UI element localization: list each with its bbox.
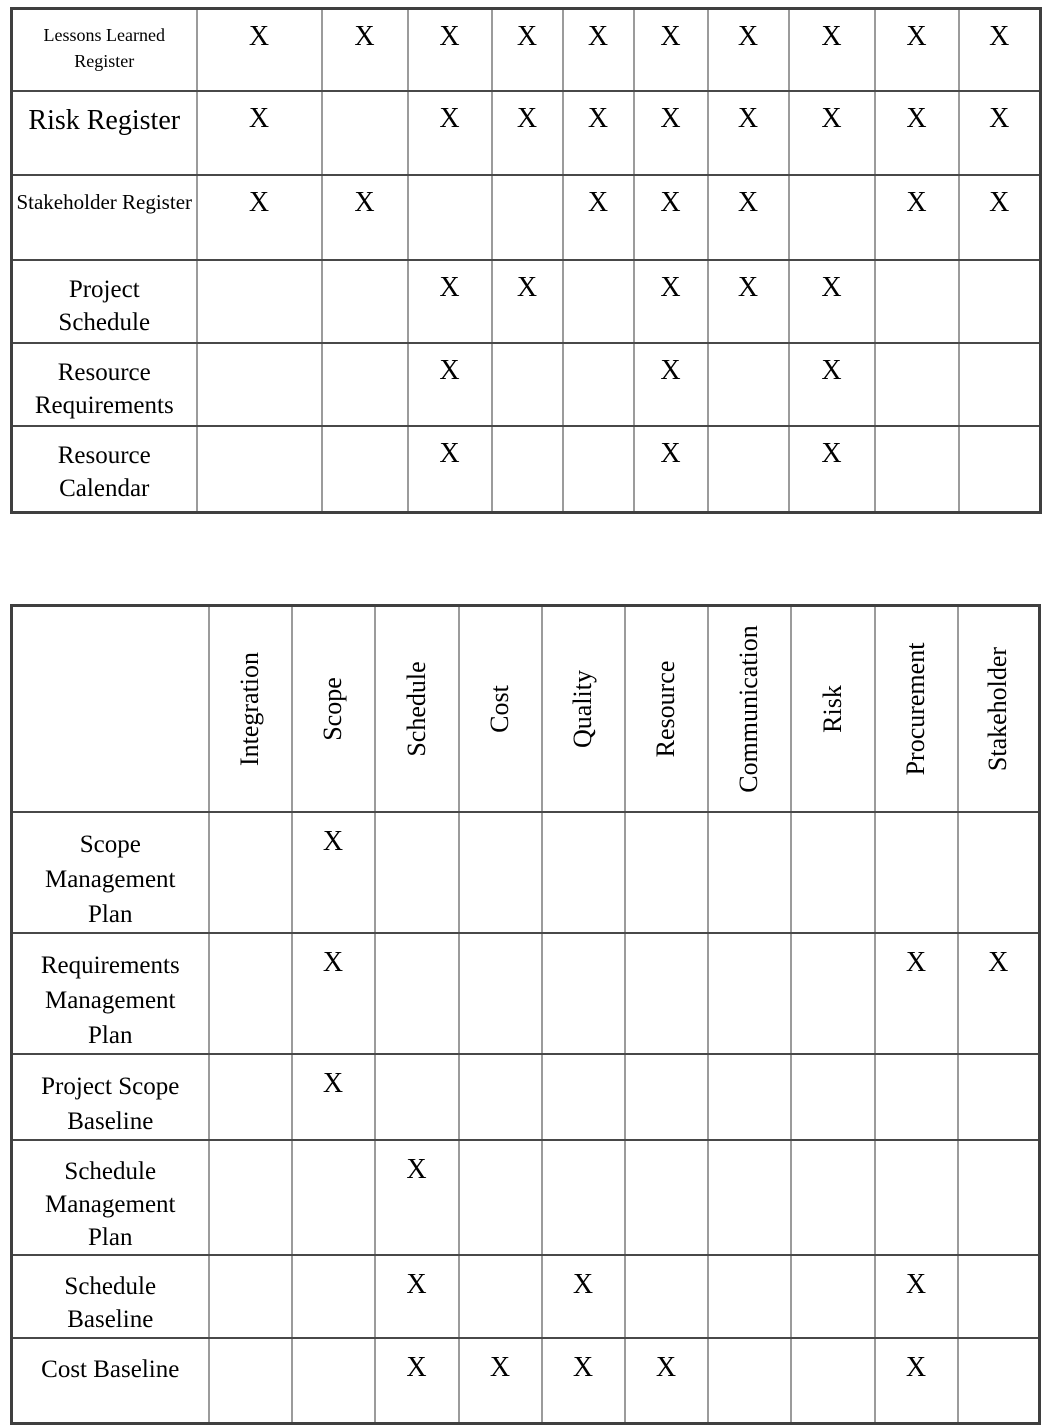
table-row — [12, 1054, 1040, 1140]
table-row — [12, 1338, 1040, 1424]
matrix-cell-marked: X — [875, 1338, 958, 1424]
matrix-cell-empty — [542, 1054, 625, 1140]
row-label: Schedule Baseline — [12, 1255, 209, 1338]
table-row — [12, 175, 1041, 260]
matrix-cell-empty — [875, 260, 959, 343]
row-label: Project Schedule — [12, 260, 197, 343]
matrix-cell-empty — [375, 812, 459, 933]
column-header: Risk — [817, 684, 847, 733]
matrix-cell-marked: X — [322, 9, 408, 91]
matrix-cell-empty — [625, 1140, 708, 1255]
matrix-cell-empty — [791, 1338, 875, 1424]
matrix-cell-empty — [791, 1140, 875, 1255]
matrix-cell-empty — [459, 933, 542, 1054]
matrix-cell-marked: X — [408, 260, 492, 343]
matrix-cell-marked: X — [459, 1338, 542, 1424]
matrix-cell-empty — [375, 1054, 459, 1140]
column-header: Stakeholder — [983, 646, 1013, 771]
matrix-cell-empty — [209, 812, 292, 933]
matrix-cell-marked: X — [563, 9, 634, 91]
column-header-cell — [791, 606, 875, 812]
matrix-cell-marked: X — [789, 260, 875, 343]
matrix-cell-empty — [625, 1255, 708, 1338]
column-header-cell — [875, 606, 958, 812]
matrix-cell-empty — [708, 812, 791, 933]
matrix-cell-empty — [408, 175, 492, 260]
matrix-cell-marked: X — [292, 933, 375, 1054]
matrix-cell-empty — [958, 1140, 1040, 1255]
row-label: Project Scope Baseline — [12, 1054, 209, 1140]
row-label: Schedule Management Plan — [12, 1140, 209, 1255]
row-label: Resource Calendar — [12, 426, 197, 513]
row-label: Resource Requirements — [12, 343, 197, 426]
matrix-cell-marked: X — [542, 1255, 625, 1338]
column-header: Procurement — [901, 642, 930, 776]
matrix-cell-empty — [322, 426, 408, 513]
matrix-cell-empty — [708, 1054, 791, 1140]
matrix-cell-empty — [875, 1054, 958, 1140]
matrix-cell-empty — [708, 933, 791, 1054]
plans-baselines-knowledge-area-matrix — [10, 604, 1041, 1425]
matrix-cell-empty — [459, 1255, 542, 1338]
table-row — [12, 343, 1041, 426]
matrix-cell-marked: X — [634, 343, 708, 426]
column-header-cell — [542, 606, 625, 812]
matrix-cell-empty — [375, 933, 459, 1054]
matrix-cell-empty — [791, 1255, 875, 1338]
matrix-cell-empty — [563, 426, 634, 513]
matrix-cell-empty — [322, 343, 408, 426]
matrix-cell-empty — [563, 343, 634, 426]
matrix-cell-empty — [791, 1054, 875, 1140]
matrix-cell-empty — [875, 812, 958, 933]
matrix-cell-marked: X — [408, 9, 492, 91]
matrix-cell-marked: X — [875, 1255, 958, 1338]
matrix-cell-marked: X — [789, 343, 875, 426]
matrix-cell-empty — [209, 1054, 292, 1140]
matrix-cell-marked: X — [563, 175, 634, 260]
matrix-cell-empty — [959, 426, 1041, 513]
matrix-cell-empty — [625, 812, 708, 933]
matrix-cell-empty — [542, 812, 625, 933]
matrix-cell-empty — [492, 426, 563, 513]
column-header: Cost — [485, 684, 514, 733]
matrix-cell-marked: X — [492, 9, 563, 91]
matrix-cell-empty — [197, 426, 322, 513]
table-row — [12, 1140, 1040, 1255]
matrix-cell-empty — [789, 175, 875, 260]
matrix-cell-empty — [791, 933, 875, 1054]
matrix-cell-marked: X — [625, 1338, 708, 1424]
matrix-cell-marked: X — [708, 91, 789, 175]
matrix-cell-empty — [292, 1338, 375, 1424]
matrix-cell-empty — [875, 426, 959, 513]
matrix-cell-empty — [459, 1054, 542, 1140]
matrix-cell-empty — [959, 260, 1041, 343]
matrix-cell-marked: X — [492, 260, 563, 343]
matrix-cell-empty — [958, 1338, 1040, 1424]
matrix-cell-empty — [542, 933, 625, 1054]
matrix-cell-marked: X — [875, 175, 959, 260]
matrix-cell-empty — [322, 260, 408, 343]
table-row — [12, 812, 1040, 933]
column-header-cell — [625, 606, 708, 812]
matrix-cell-marked: X — [634, 9, 708, 91]
column-header-cell — [708, 606, 791, 812]
matrix-cell-empty — [708, 1338, 791, 1424]
matrix-cell-empty — [708, 1140, 791, 1255]
row-label: Scope Management Plan — [12, 812, 209, 933]
matrix-cell-marked: X — [789, 426, 875, 513]
matrix-cell-marked: X — [789, 9, 875, 91]
column-header-cell — [375, 606, 459, 812]
matrix-cell-marked: X — [708, 260, 789, 343]
matrix-cell-empty — [292, 1140, 375, 1255]
matrix-cell-marked: X — [634, 426, 708, 513]
matrix-cell-marked: X — [197, 91, 322, 175]
matrix-cell-empty — [708, 343, 789, 426]
matrix-cell-marked: X — [322, 175, 408, 260]
matrix-cell-empty — [959, 343, 1041, 426]
matrix-cell-empty — [492, 343, 563, 426]
row-label: Risk Register — [12, 91, 197, 175]
column-header: Schedule — [401, 661, 431, 757]
column-header-cell — [459, 606, 542, 812]
matrix-cell-empty — [875, 343, 959, 426]
header-row — [12, 606, 1040, 812]
matrix-cell-marked: X — [542, 1338, 625, 1424]
table-row — [12, 9, 1041, 91]
matrix-cell-empty — [292, 1255, 375, 1338]
matrix-cell-marked: X — [492, 91, 563, 175]
matrix-cell-marked: X — [634, 260, 708, 343]
matrix-cell-empty — [459, 812, 542, 933]
matrix-cell-empty — [625, 1054, 708, 1140]
matrix-cell-marked: X — [959, 91, 1041, 175]
column-header-cell — [958, 606, 1040, 812]
column-header: Scope — [318, 676, 347, 741]
matrix-cell-marked: X — [292, 812, 375, 933]
table-row — [12, 1255, 1040, 1338]
row-label: Requirements Management Plan — [12, 933, 209, 1054]
matrix-cell-empty — [958, 1255, 1040, 1338]
matrix-cell-marked: X — [375, 1140, 459, 1255]
matrix-cell-empty — [542, 1140, 625, 1255]
matrix-cell-empty — [708, 426, 789, 513]
matrix-cell-empty — [875, 1140, 958, 1255]
matrix-cell-marked: X — [292, 1054, 375, 1140]
matrix-cell-marked: X — [959, 9, 1041, 91]
matrix-cell-empty — [563, 260, 634, 343]
column-header-cell — [292, 606, 375, 812]
matrix-cell-empty — [625, 933, 708, 1054]
matrix-cell-marked: X — [408, 91, 492, 175]
matrix-cell-marked: X — [875, 933, 958, 1054]
matrix-cell-marked: X — [875, 9, 959, 91]
matrix-cell-empty — [492, 175, 563, 260]
matrix-cell-empty — [322, 91, 408, 175]
matrix-cell-marked: X — [708, 9, 789, 91]
matrix-cell-empty — [209, 933, 292, 1054]
matrix-cell-empty — [209, 1140, 292, 1255]
matrix-cell-marked: X — [958, 933, 1040, 1054]
matrix-cell-marked: X — [875, 91, 959, 175]
column-header: Communication — [734, 624, 763, 793]
matrix-cell-empty — [791, 812, 875, 933]
row-label: Stakeholder Register — [12, 175, 197, 260]
matrix-cell-marked: X — [634, 175, 708, 260]
column-header-cell — [209, 606, 292, 812]
matrix-cell-marked: X — [634, 91, 708, 175]
column-header: Integration — [235, 651, 264, 766]
corner-cell — [12, 606, 209, 812]
matrix-cell-empty — [209, 1338, 292, 1424]
matrix-cell-marked: X — [959, 175, 1041, 260]
matrix-cell-empty — [459, 1140, 542, 1255]
table-row — [12, 260, 1041, 343]
table-row — [12, 933, 1040, 1054]
matrix-cell-marked: X — [197, 175, 322, 260]
matrix-cell-empty — [197, 343, 322, 426]
matrix-cell-marked: X — [563, 91, 634, 175]
matrix-cell-empty — [197, 260, 322, 343]
matrix-cell-marked: X — [408, 343, 492, 426]
column-header: Resource — [651, 660, 680, 758]
matrix-cell-marked: X — [375, 1338, 459, 1424]
matrix-cell-marked: X — [789, 91, 875, 175]
table-row — [12, 91, 1041, 175]
column-header: Quality — [568, 669, 597, 748]
row-label: Lessons Learned Register — [12, 9, 197, 91]
matrix-cell-empty — [958, 1054, 1040, 1140]
documents-knowledge-area-matrix-continued — [10, 7, 1042, 514]
matrix-cell-marked: X — [375, 1255, 459, 1338]
matrix-cell-empty — [209, 1255, 292, 1338]
matrix-cell-marked: X — [197, 9, 322, 91]
table-row — [12, 426, 1041, 513]
matrix-cell-marked: X — [708, 175, 789, 260]
matrix-cell-empty — [958, 812, 1040, 933]
matrix-cell-empty — [708, 1255, 791, 1338]
matrix-cell-marked: X — [408, 426, 492, 513]
row-label: Cost Baseline — [12, 1338, 209, 1424]
